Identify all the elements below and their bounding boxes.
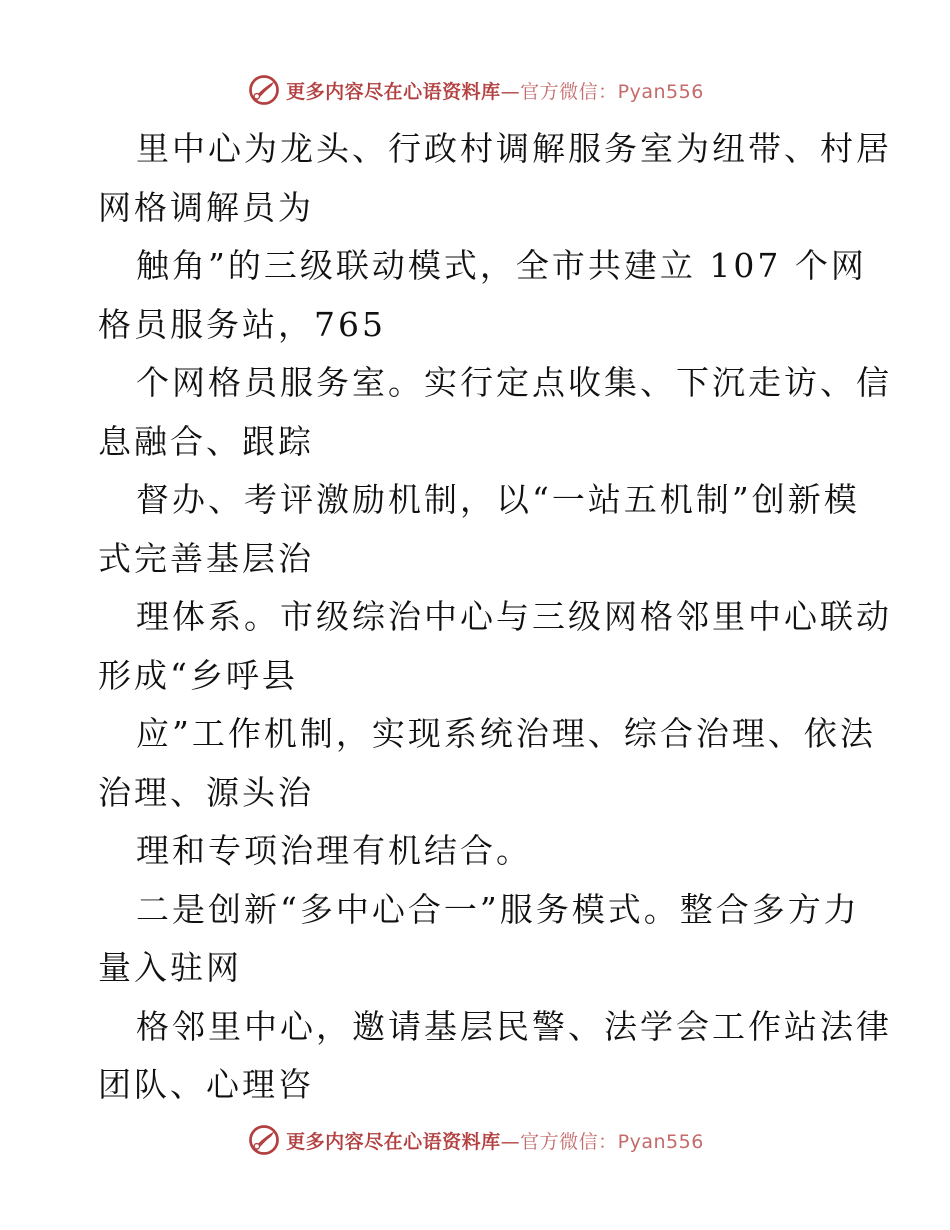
pen-logo-icon <box>246 72 282 108</box>
body-line: 应”工作机制，实现系统治理、综合治理、依法 <box>136 714 876 753</box>
header-banner-text: 更多内容尽在心语资料库 <box>286 80 501 103</box>
pen-logo-icon <box>246 1122 282 1158</box>
header-banner <box>0 70 950 110</box>
header-banner-wechat: 官方微信：Pyan556 <box>520 80 704 103</box>
body-line: 格员服务站，765 <box>98 304 386 344</box>
body-line: 息融合、跟踪 <box>98 421 314 461</box>
body-line: 触角”的三级联动模式，全市共建立 107 个网 <box>136 246 867 285</box>
body-line: 个网格员服务室。实行定点收集、下沉走访、信 <box>136 363 892 402</box>
document-body <box>98 120 892 1115</box>
body-line: 理和专项治理有机结合。 <box>136 831 532 870</box>
body-line: 团队、心理咨 <box>98 1065 314 1104</box>
body-line: 二是创新“多中心合一”服务模式。整合多方力 <box>136 889 860 929</box>
footer-banner-text: 更多内容尽在心语资料库 <box>286 1130 501 1153</box>
footer-banner <box>0 1120 950 1160</box>
body-line: 形成“乡呼县 <box>98 655 298 695</box>
body-line: 式完善基层治 <box>98 538 314 578</box>
body-line: 督办、考评激励机制，以“一站五机制”创新模 <box>136 480 860 519</box>
body-line: 理体系。市级综治中心与三级网格邻里中心联动 <box>136 597 892 636</box>
body-line: 治理、源头治 <box>98 772 314 812</box>
footer-banner-dash: — <box>500 1130 521 1153</box>
body-line: 网格调解员为 <box>98 187 314 227</box>
body-line: 量入驻网 <box>98 948 242 987</box>
footer-banner-wechat: 官方微信：Pyan556 <box>520 1130 704 1153</box>
header-banner-dash: — <box>500 80 521 103</box>
body-line: 里中心为龙头、行政村调解服务室为纽带、村居 <box>136 129 892 168</box>
body-line: 格邻里中心，邀请基层民警、法学会工作站法律 <box>136 1006 892 1046</box>
